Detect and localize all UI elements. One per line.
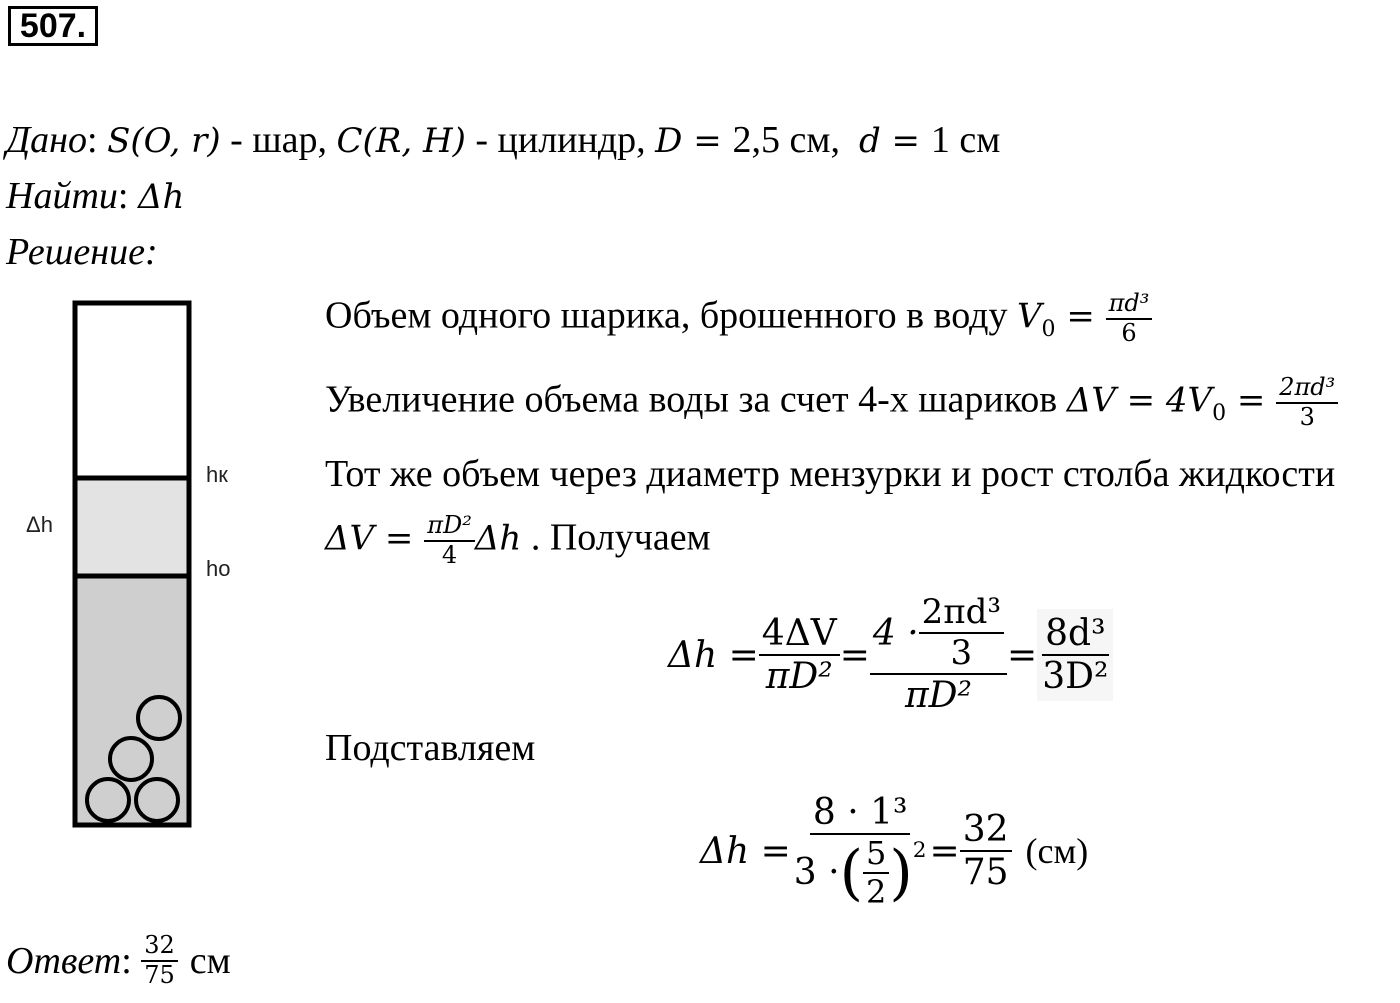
step-1 bbox=[325, 290, 1152, 352]
eq-sign: = bbox=[1055, 296, 1106, 337]
frac-den: 3 · ( $\frac{5}{2}$ ) $^2$ bbox=[793, 833, 927, 911]
substitute-label bbox=[325, 726, 535, 770]
f2-den-power: 2 bbox=[912, 837, 927, 863]
eq-sign: = bbox=[929, 830, 960, 872]
frac-num: 2πd³ bbox=[919, 593, 1004, 634]
frac-den: 75 bbox=[962, 852, 1009, 893]
f1-lhs: Δh = bbox=[668, 634, 759, 676]
f2-den-inner-frac bbox=[863, 835, 889, 911]
v0-fraction bbox=[1106, 290, 1153, 347]
d-expr: d = bbox=[858, 121, 931, 161]
v0-subscript: 0 bbox=[1212, 400, 1227, 426]
frac-num: 8 · 1³ bbox=[810, 792, 911, 835]
f2-unit: (см) bbox=[1025, 831, 1089, 871]
frac-den: 75 bbox=[144, 960, 175, 989]
cylinder-area-fraction bbox=[424, 512, 475, 569]
f2-result-frac bbox=[960, 809, 1012, 894]
f1-frac-a bbox=[759, 613, 840, 698]
label-delta-h: Δh bbox=[26, 512, 53, 537]
delta-v-fraction bbox=[1276, 374, 1338, 431]
frac-num: 5 bbox=[863, 835, 889, 874]
frac-num: 32 bbox=[141, 932, 178, 962]
d-value: 1 см bbox=[930, 119, 1001, 161]
formula-delta-h bbox=[668, 590, 1113, 720]
frac-num: 4ΔV bbox=[759, 613, 840, 656]
find-line: Найти: Δh bbox=[6, 175, 185, 217]
frac-num: 32 bbox=[960, 809, 1012, 852]
cylinder-word: - цилиндр, bbox=[465, 119, 656, 161]
step-3 bbox=[325, 452, 1335, 496]
frac-den: πD² bbox=[765, 656, 833, 697]
find-label: Найти bbox=[6, 175, 118, 217]
problem-number: 507. bbox=[8, 6, 98, 46]
answer-fraction bbox=[141, 932, 178, 989]
frac-den: πD² bbox=[904, 675, 972, 717]
given-label: Дано bbox=[6, 119, 88, 161]
step-2 bbox=[325, 374, 1338, 436]
step-4 bbox=[325, 512, 711, 569]
formula-result bbox=[700, 776, 1088, 926]
delta-v-expr: ΔV = 4V bbox=[1066, 380, 1213, 421]
label-ho: ho bbox=[206, 556, 231, 581]
D-expr: D = bbox=[655, 121, 733, 161]
answer-line: Ответ : $\frac{32}{75}$ см bbox=[6, 931, 231, 989]
step-1-text: Объем одного шарика, брошенного в воду bbox=[325, 294, 1017, 337]
frac-den: 3 bbox=[1299, 402, 1315, 431]
substitute-text: Подставляем bbox=[325, 727, 536, 769]
frac-num bbox=[870, 593, 1007, 675]
frac-num: πD² bbox=[424, 512, 475, 542]
sphere-word: - шар, bbox=[220, 119, 337, 161]
frac-den: 3 bbox=[950, 633, 973, 674]
frac-den: 6 bbox=[1121, 318, 1137, 347]
f2-frac bbox=[791, 792, 930, 911]
water-rise-region bbox=[75, 478, 189, 576]
delta-h-symbol: Δh bbox=[474, 518, 522, 559]
given-line: Дано: S(O, r) - шар, C(R, H) - цилиндр, D = 2,5 см, d = 1 см bbox=[6, 119, 1001, 161]
f1-b-left: 4 · bbox=[872, 612, 919, 654]
find-value: Δh bbox=[137, 177, 185, 217]
eq-sign: = bbox=[1007, 634, 1038, 676]
step-3-text: Тот же объем через диаметр мензурки и рост столба жидкости bbox=[325, 453, 1336, 495]
sphere-notation: S(O, r) bbox=[107, 121, 221, 161]
answer-unit: см bbox=[189, 939, 231, 982]
solution-label-text: Решение bbox=[6, 231, 145, 273]
f1-frac-b bbox=[870, 593, 1007, 717]
v0-subscript: 0 bbox=[1041, 316, 1056, 342]
f2-lhs: Δh = bbox=[700, 830, 791, 872]
cylinder-figure bbox=[0, 295, 260, 835]
eq-sign: = bbox=[839, 634, 870, 676]
frac-den: 4 bbox=[441, 540, 458, 569]
v0-symbol: V bbox=[1016, 296, 1042, 337]
frac-num: 2πd³ bbox=[1276, 374, 1338, 404]
frac-den: 3D² bbox=[1042, 656, 1109, 697]
step-4-text: . Получаем bbox=[521, 516, 711, 559]
frac-num: πd³ bbox=[1106, 290, 1153, 320]
answer-label: Ответ bbox=[6, 939, 122, 982]
cylinder-diagram bbox=[0, 295, 260, 835]
delta-v-lhs: ΔV = bbox=[325, 518, 425, 559]
step-2-text: Увеличение объема воды за счет 4-х шариков bbox=[325, 378, 1067, 421]
frac-num: 8d³ bbox=[1042, 613, 1108, 656]
f2-den-left: 3 · bbox=[793, 851, 840, 893]
eq-sign: = bbox=[1226, 380, 1277, 421]
D-value: 2,5 см, bbox=[732, 119, 840, 161]
cylinder-notation: C(R, H) bbox=[336, 121, 466, 161]
f1-b-inner-frac bbox=[919, 593, 1004, 673]
solution-label: Решение: bbox=[6, 231, 158, 273]
frac-den: 2 bbox=[866, 872, 887, 911]
label-hk: hк bbox=[206, 462, 228, 487]
f1-frac-c bbox=[1037, 609, 1113, 702]
